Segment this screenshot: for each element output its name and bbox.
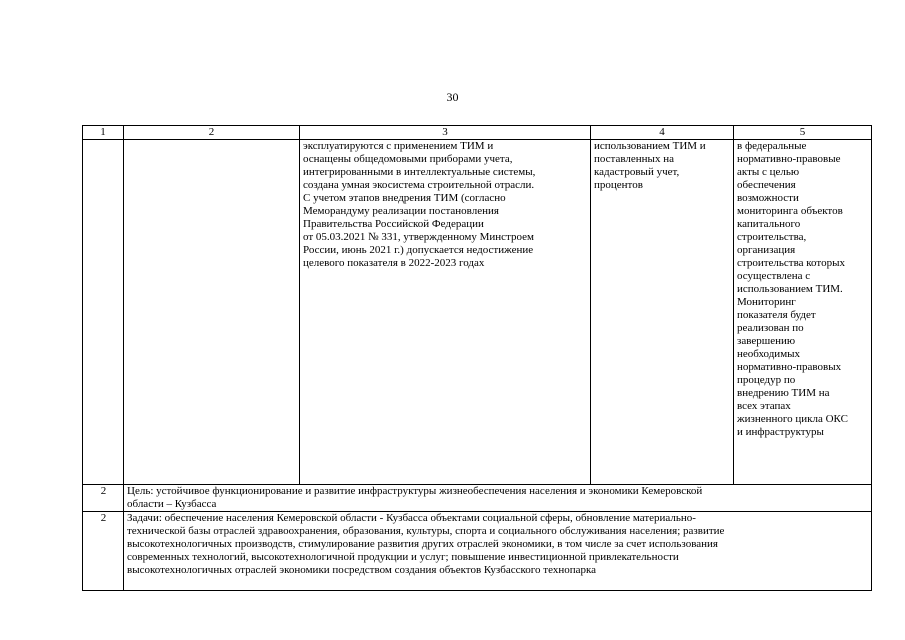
tasks-text: Задачи: обеспечение населения Кемеровской области - Кузбасса объектами социальной сферы, обновление материально- технической базы отраслей здравоохранения, образования, культуры, спорта и социального обслуживания населения; развитие высокотехнологичных производств, стимулирование развития других отраслей экономики, в том числе за счет использования современных технологий, высокотехнологичной продукции и услуг; повышение инвестиционной привлекательности высокотехнологичных отраслей экономики посредством создания объектов Кузбасского технопарка <box>127 512 725 576</box>
cell-col1 <box>83 140 124 485</box>
cell-col2 <box>124 140 300 485</box>
indicator-description: эксплуатируются с применением ТИМ и оснащены общедомовыми приборами учета, интегрированными в интеллектуальные системы, создана умная экосистема строительной отрасли. С учетом этапов внедрения ТИМ (согласно Меморандуму реализации постановления Правительства Российской Федерации от 05.03.2021 № 331, утвержденному Минстроем России, июнь 2021 г.) допускается недостижение целевого показателя в 2022-2023 годах <box>303 140 536 269</box>
goal-text-cell <box>124 485 872 512</box>
column-header-4: 4 <box>591 126 734 140</box>
indicator-note: в федеральные нормативно-правовые акты с целью обеспечения возможности мониторинга объектов капитального строительства, организация строительства которых осуществлена с использованием ТИМ. Мониторинг показателя будет реализован по завершению необходимых нормативно-правовых процедур по внедрению ТИМ на всех этапах жизненного цикла ОКС и инфраструктуры <box>737 140 848 438</box>
table-row-continuation <box>83 140 872 485</box>
indicator-unit: использованием ТИМ и поставленных на кадастровый учет, процентов <box>594 140 706 191</box>
column-header-3: 3 <box>300 126 591 140</box>
column-header-1: 1 <box>83 126 124 140</box>
document-table <box>82 125 872 591</box>
cell-col3 <box>300 140 591 485</box>
table-row-goal <box>83 485 872 512</box>
goal-text: Цель: устойчивое функционирование и развитие инфраструктуры жизнеобеспечения населения и экономики Кемеровской области – Кузбасса <box>127 485 703 510</box>
table-header-row <box>83 126 872 140</box>
cell-col4 <box>591 140 734 485</box>
tasks-number: 2 <box>83 512 124 591</box>
goal-number: 2 <box>83 485 124 512</box>
column-header-2: 2 <box>124 126 300 140</box>
cell-col5 <box>734 140 872 485</box>
page-number: 30 <box>446 90 459 104</box>
table-row-tasks <box>83 512 872 591</box>
column-header-5: 5 <box>734 126 872 140</box>
tasks-text-cell <box>124 512 872 591</box>
